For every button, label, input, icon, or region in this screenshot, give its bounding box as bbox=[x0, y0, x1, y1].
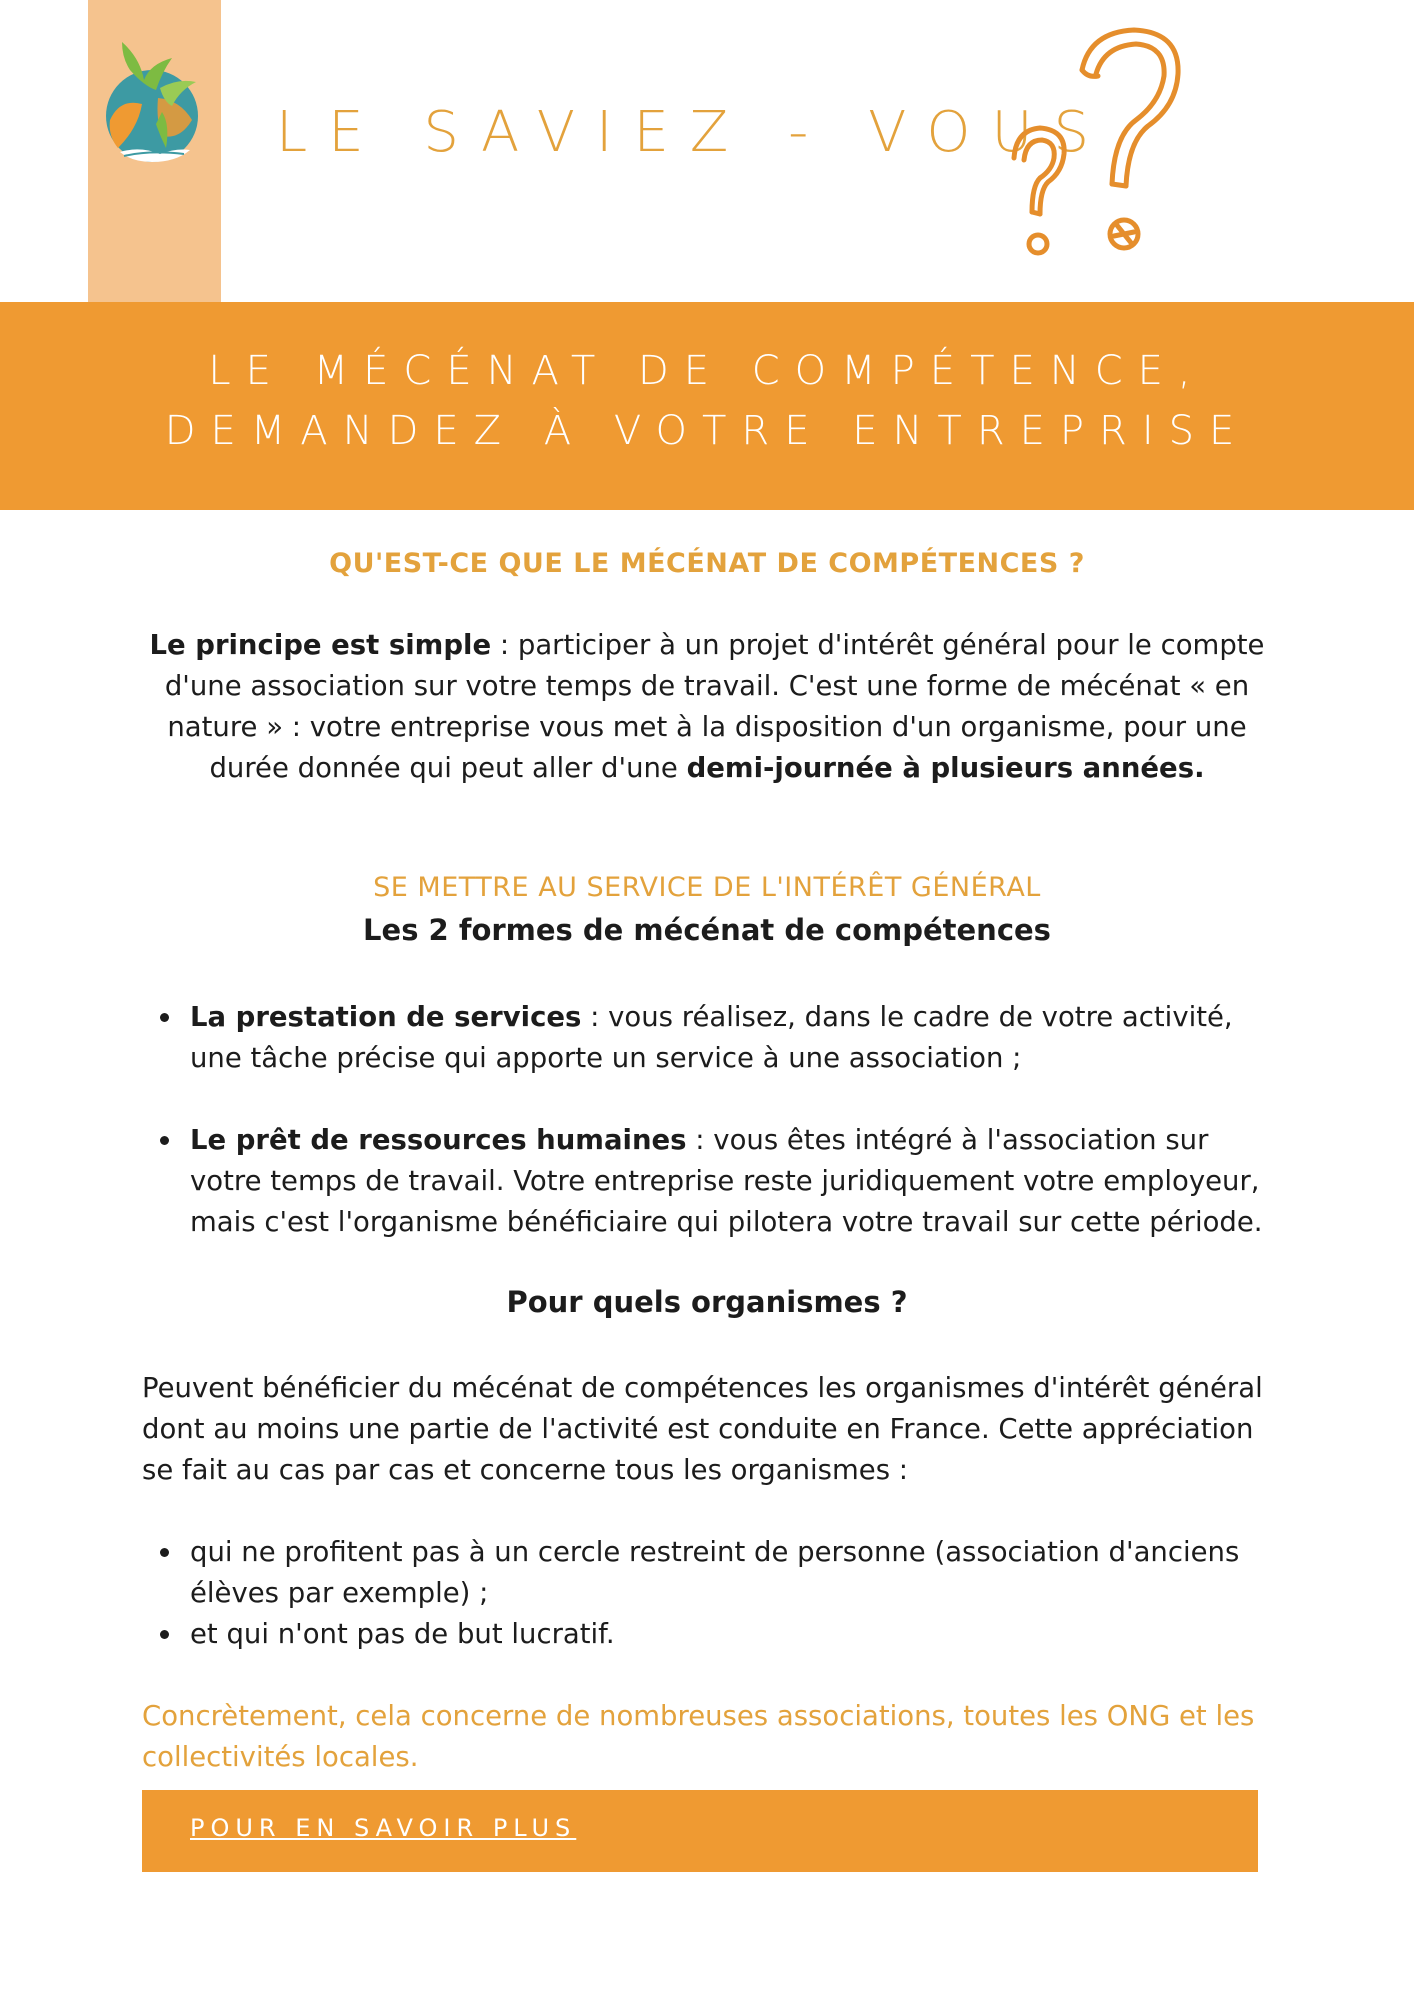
definition-tail: demi-journée à plusieurs années. bbox=[686, 752, 1205, 784]
learn-more-button[interactable] bbox=[142, 1790, 1258, 1872]
bird-globe-hand-logo-icon bbox=[100, 28, 210, 173]
organisms-list bbox=[190, 1532, 1270, 1655]
list-item: qui ne profitent pas à un cercle restreint de personne (association d'anciens élèves par exemple) ; bbox=[190, 1532, 1270, 1614]
section-heading-definition: QU'EST-CE QUE LE MÉCÉNAT DE COMPÉTENCES ? bbox=[329, 548, 1085, 579]
list-item bbox=[190, 997, 1270, 1079]
conclusion-paragraph: Concrètement, cela concerne de nombreuses associations, toutes les ONG et les collectivités locales. bbox=[142, 1700, 1255, 1773]
definition-lead: Le principe est simple bbox=[149, 629, 492, 661]
banner-title-line-2: DEMANDEZ À VOTRE ENTREPRISE bbox=[164, 408, 1250, 454]
section-heading-organisms: Pour quels organismes ? bbox=[506, 1285, 908, 1319]
list-item bbox=[190, 1120, 1270, 1243]
list-item-title: La prestation de services bbox=[190, 1001, 582, 1033]
list-item-title: Le prêt de ressources humaines bbox=[190, 1124, 687, 1156]
section-subtitle-general-interest: SE METTRE AU SERVICE DE L'INTÉRÊT GÉNÉRAL bbox=[373, 872, 1041, 903]
question-marks-icon bbox=[1010, 18, 1200, 268]
list-item-text: : vous réalisez, dans le cadre de votre activité, une tâche précise qui apporte un service à une association ; bbox=[190, 1001, 1233, 1074]
title-banner bbox=[0, 302, 1414, 510]
organisms-paragraph: Peuvent bénéficier du mécénat de compétences les organismes d'intérêt général dont au moins une partie de l'activité est conduite en France. Cette appréciation se fait au cas par cas et concerne tous les organismes : bbox=[142, 1372, 1263, 1486]
section-heading-forms: Les 2 formes de mécénat de compétences bbox=[363, 913, 1051, 947]
definition-body: : participer à un projet d'intérêt général pour le compte d'une association sur votre temps de travail. C'est une forme de mécénat « en nature » : votre entreprise vous met à la disposition d'un organisme, pour une durée donnée qui peut aller d'une bbox=[164, 629, 1265, 784]
list-item: et qui n'ont pas de but lucratif. bbox=[190, 1614, 1270, 1655]
definition-paragraph bbox=[140, 625, 1274, 789]
list-item-text: : vous êtes intégré à l'association sur votre temps de travail. Votre entreprise reste juridiquement votre employeur, mais c'est l'organisme bénéficiaire qui pilotera votre travail sur cette période. bbox=[190, 1124, 1263, 1238]
page-title: LE SAVIEZ - VOUS bbox=[276, 100, 1111, 165]
banner-title-line-1: LE MÉCÉNAT DE COMPÉTENCE, bbox=[208, 348, 1206, 394]
learn-more-link[interactable]: POUR EN SAVOIR PLUS bbox=[190, 1814, 577, 1842]
